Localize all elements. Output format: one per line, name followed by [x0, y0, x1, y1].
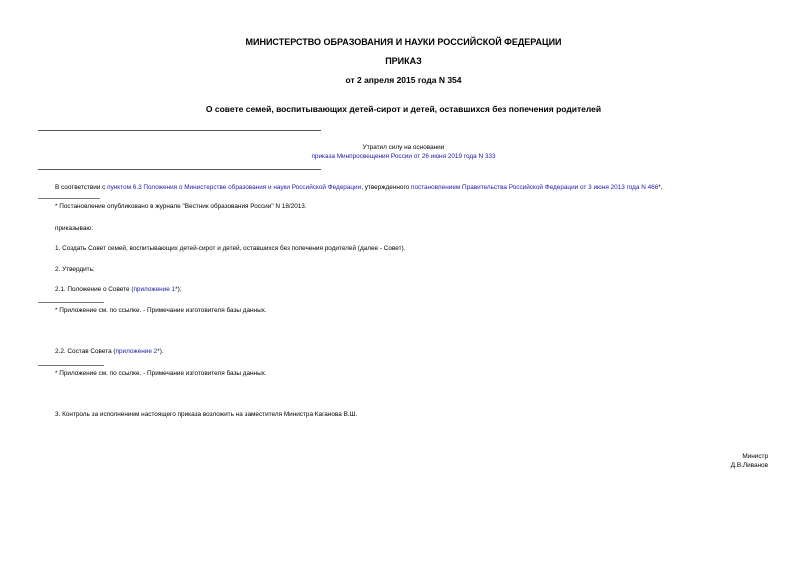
- item-2-1: [55, 286, 182, 294]
- preamble-text-2: , утвержденного: [361, 184, 411, 191]
- preamble-text-3: *,: [658, 184, 663, 191]
- document-subject: О совете семей, воспитывающих детей-сирот и детей, оставшихся без попечения родителей: [205, 104, 602, 114]
- footnote-3: * Приложение см. по ссылке. - Примечание изготовителя базы данных.: [55, 370, 267, 377]
- footnote-separator-1: [38, 198, 100, 199]
- ministry-title: МИНИСТЕРСТВО ОБРАЗОВАНИЯ И НАУКИ РОССИЙСКОЙ ФЕДЕРАЦИИ: [245, 37, 562, 47]
- item-3: 3. Контроль за исполнением настоящего приказа возложить на заместителя Министра Каганова В.Ш.: [55, 411, 358, 418]
- document-date-number: от 2 апреля 2015 года N 354: [345, 75, 462, 85]
- preamble-text-1: В соответствии с: [55, 184, 108, 191]
- separator-top: [38, 130, 321, 131]
- footnote-2: * Приложение см. по ссылке. - Примечание изготовителя базы данных.: [55, 307, 267, 314]
- document-type: ПРИКАЗ: [385, 56, 422, 66]
- signature-name: Д.В.Ливанов: [730, 462, 768, 469]
- government-decree-link[interactable]: постановлением Правительства Российской Федерации от 3 июня 2013 года N 466: [410, 184, 659, 191]
- signature-title: Министр: [742, 453, 768, 460]
- item-2-2: [55, 348, 164, 356]
- item-2-2-text: 2.2. Состав Совета (: [55, 348, 116, 355]
- item-2-1-text: 2.1. Положение о Совете (: [55, 286, 134, 293]
- preamble-paragraph: [55, 184, 663, 192]
- appendix-2-link[interactable]: приложение 2: [115, 348, 158, 355]
- item-2-2-tail: *).: [157, 348, 164, 355]
- regulation-link[interactable]: пунктом 6.3 Положения о Министерстве образования и науки Российской Федерации: [107, 184, 362, 191]
- status-repeal-link[interactable]: приказа Минпросвещения России от 26 июня 2019 года N 333: [311, 153, 496, 160]
- footnote-1: * Постановление опубликовано в журнале "Вестник образования России" N 18/2013.: [55, 203, 307, 210]
- appendix-1-link[interactable]: приложение 1: [133, 286, 176, 293]
- item-2: 2. Утвердить:: [55, 266, 95, 273]
- item-2-1-tail: *);: [175, 286, 182, 293]
- item-1: 1. Создать Совет семей, воспитывающих детей-сирот и детей, оставшихся без попечения родителей (далее - Совет).: [55, 245, 406, 252]
- order-word: приказываю:: [55, 225, 93, 232]
- footnote-separator-2: [38, 302, 104, 303]
- footnote-separator-3: [38, 365, 104, 366]
- status-note: Утратил силу на основании: [362, 144, 445, 151]
- separator-bottom: [38, 169, 321, 170]
